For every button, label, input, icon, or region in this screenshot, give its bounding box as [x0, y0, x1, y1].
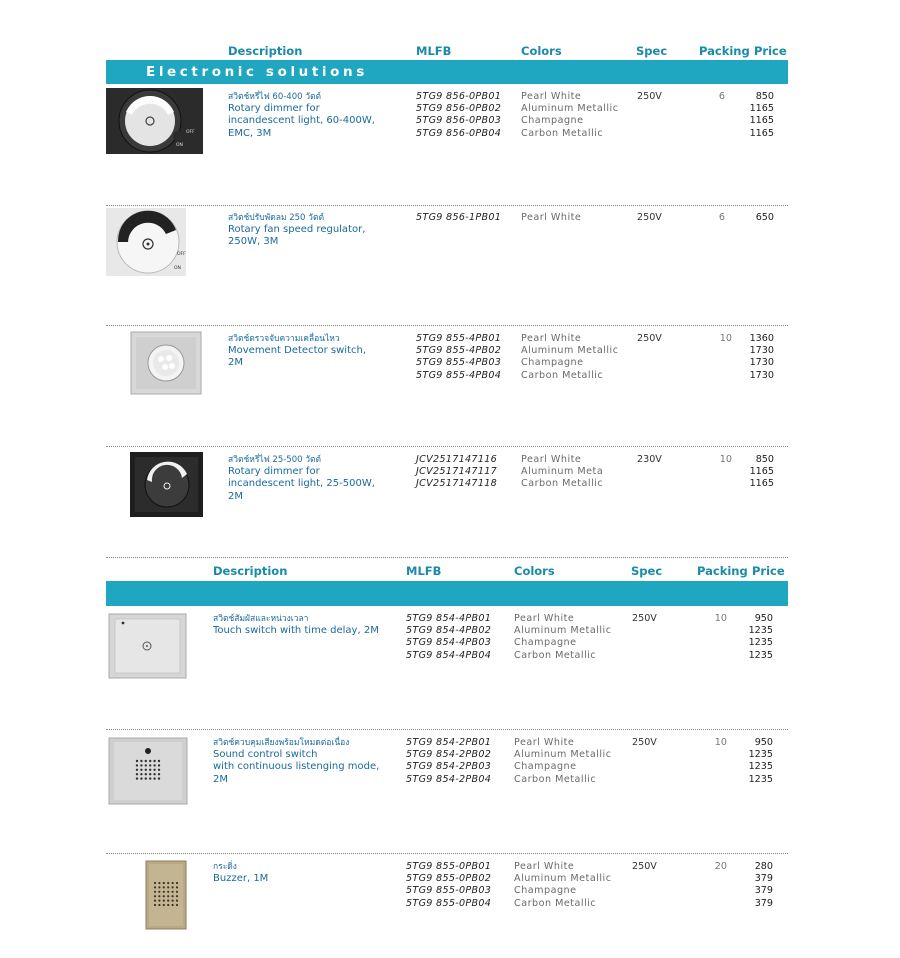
description-thai: สวิตช์สัมผัสและหน่วงเวลา: [213, 614, 309, 624]
header-packing: Packing: [699, 44, 750, 58]
mlfb-code: 5TG9 854-4PB01: [406, 613, 492, 624]
mlfb-code: 5TG9 854-2PB02: [406, 749, 492, 761]
grille-dot: [158, 777, 160, 779]
color-name: Pearl White: [521, 212, 582, 223]
grille-dot: [158, 900, 160, 902]
grille-dot: [145, 760, 147, 762]
mlfb-list: [406, 861, 491, 910]
grille-dot: [172, 882, 174, 884]
row-divider: [106, 325, 788, 326]
grille-dot: [176, 895, 178, 897]
grille-dot: [154, 900, 156, 902]
grille-dot: [163, 882, 165, 884]
row-divider: [106, 853, 788, 854]
color-name: Pearl White: [514, 613, 575, 624]
price-value: 1165: [749, 466, 774, 478]
grille-dot: [154, 886, 156, 888]
mlfb-code: 5TG9 854-2PB04: [406, 773, 492, 785]
mlfb-list: [416, 91, 501, 140]
color-name: Carbon Metallic: [521, 369, 604, 381]
header-mlfb: MLFB: [406, 564, 442, 578]
description-line: Touch switch with time delay, 2M: [213, 625, 379, 637]
price-value: 650: [755, 212, 774, 223]
product-description: [228, 212, 418, 249]
color-name: Champagne: [514, 637, 577, 649]
grille-dot: [158, 891, 160, 893]
color-name: Pearl White: [514, 737, 575, 748]
thumb-on-label: ON: [176, 143, 183, 148]
packing-value: 10: [714, 737, 727, 748]
color-name: Aluminum Metallic: [514, 749, 612, 761]
color-name: Champagne: [521, 115, 584, 127]
description-line: incandescent light, 25-500W,: [228, 478, 375, 490]
mlfb-code: 5TG9 855-4PB03: [416, 357, 502, 369]
grille-dot: [158, 760, 160, 762]
grille-dot: [163, 900, 165, 902]
sound-control-switch-icon: [108, 737, 188, 805]
price-list: [733, 613, 773, 662]
price-value: 850: [755, 454, 774, 465]
mlfb-code: 5TG9 856-0PB03: [416, 115, 502, 127]
price-value: 379: [754, 873, 773, 885]
color-name: Carbon Metallic: [521, 478, 604, 490]
header-spec: Spec: [631, 564, 663, 578]
grille-dot: [140, 760, 142, 762]
description-line: Rotary dimmer for: [228, 466, 320, 478]
thumb-on-label: ON: [174, 266, 181, 271]
price-list: [733, 737, 773, 786]
description-line: EMC, 3M: [228, 127, 272, 139]
color-list: [514, 613, 611, 662]
price-value: 850: [755, 91, 774, 102]
header-colors: Colors: [521, 44, 562, 58]
price-value: 1730: [749, 357, 774, 369]
mlfb-code: 5TG9 854-2PB01: [406, 737, 492, 748]
mlfb-code: 5TG9 855-0PB03: [406, 885, 492, 897]
grille-dot: [158, 764, 160, 766]
color-name: Carbon Metallic: [514, 649, 597, 661]
section-title: Electronic solutions: [146, 64, 368, 80]
color-name: Carbon Metallic: [521, 127, 604, 139]
mlfb-code: 5TG9 855-4PB01: [416, 333, 502, 344]
spec-value: 250V: [632, 737, 657, 748]
grille-dot: [140, 764, 142, 766]
mlfb-code: 5TG9 854-4PB04: [406, 649, 492, 661]
grille-dot: [153, 773, 155, 775]
header-colors: Colors: [514, 564, 555, 578]
description-line: Rotary dimmer for: [228, 103, 320, 115]
color-name: Pearl White: [521, 333, 582, 344]
packing-value: 10: [714, 613, 727, 624]
product-description: [228, 91, 418, 140]
grille-dot: [167, 882, 169, 884]
grille-dot: [153, 764, 155, 766]
description-thai: สวิตช์ปรับพัดลม 250 วัตต์: [228, 213, 324, 223]
grille-dot: [176, 900, 178, 902]
color-name: Aluminum Metallic: [521, 345, 619, 357]
buzzer-icon: [145, 860, 187, 930]
grille-dot: [140, 769, 142, 771]
grille-dot: [154, 891, 156, 893]
description-line: incandescent light, 60-400W,: [228, 115, 375, 127]
color-list: [514, 861, 611, 910]
header-spec: Spec: [636, 44, 668, 58]
grille-dot: [145, 773, 147, 775]
grille-dot: [153, 760, 155, 762]
description-thai: สวิตช์หรี่ไฟ 25-500 วัตต์: [228, 455, 322, 465]
grille-dot: [136, 773, 138, 775]
thumb-off-label: OFF: [177, 252, 186, 257]
section-band: [106, 581, 788, 606]
row-divider: [106, 205, 788, 206]
mlfb-code: 5TG9 856-0PB02: [416, 103, 502, 115]
spec-value: 250V: [632, 613, 657, 624]
color-name: Pearl White: [521, 454, 582, 465]
price-list: [734, 333, 774, 382]
mlfb-list: [406, 613, 491, 662]
description-line: Buzzer, 1M: [213, 873, 269, 885]
grille-dot: [136, 777, 138, 779]
grille-dot: [158, 895, 160, 897]
mlfb-list: [416, 212, 501, 224]
row-divider: [106, 446, 788, 447]
spec-value: 250V: [632, 861, 657, 872]
description-line: Rotary fan speed regulator,: [228, 224, 366, 236]
description-thai: สวิตช์ควบคุมเสียงพร้อมโหมดต่อเนื่อง: [213, 738, 350, 748]
mlfb-code: 5TG9 855-0PB01: [406, 861, 492, 872]
color-name: Aluminum Metallic: [521, 103, 619, 115]
grille-dot: [140, 777, 142, 779]
grille-dot: [149, 760, 151, 762]
price-value: 1360: [749, 333, 774, 344]
price-value: 280: [754, 861, 773, 872]
packing-value: 10: [719, 333, 732, 344]
grille-dot: [154, 882, 156, 884]
grille-dot: [145, 777, 147, 779]
header-mlfb: MLFB: [416, 44, 452, 58]
touch-switch-icon: [108, 613, 187, 679]
mlfb-code: 5TG9 855-0PB04: [406, 897, 492, 909]
grille-dot: [176, 904, 178, 906]
color-name: Aluminum Metallic: [514, 873, 612, 885]
description-thai: สวิตช์ตรวจจับความเคลื่อนไหว: [228, 334, 340, 344]
description-line: 250W, 3M: [228, 236, 279, 248]
price-value: 379: [754, 897, 773, 909]
product-description: [213, 613, 398, 637]
price-list: [734, 454, 774, 491]
color-name: Pearl White: [514, 861, 575, 872]
grille-dot: [167, 891, 169, 893]
packing-value: 6: [718, 91, 725, 102]
description-line: Sound control switch: [213, 749, 318, 761]
color-list: [521, 212, 581, 224]
color-list: [521, 91, 618, 140]
grille-dot: [153, 769, 155, 771]
grille-dot: [167, 886, 169, 888]
price-value: 1165: [749, 103, 774, 115]
description-line: 2M: [228, 490, 243, 502]
mlfb-code: 5TG9 855-4PB04: [416, 369, 502, 381]
mlfb-code: 5TG9 856-0PB01: [416, 91, 502, 102]
price-value: 1165: [749, 127, 774, 139]
header-description: Description: [213, 564, 288, 578]
thumb-off-label: OFF: [186, 130, 195, 135]
grille-dot: [167, 904, 169, 906]
rotary-dimmer-icon: [106, 88, 203, 154]
mlfb-code: JCV2517147118: [416, 478, 498, 490]
color-name: Champagne: [514, 885, 577, 897]
mlfb-code: 5TG9 855-0PB02: [406, 873, 492, 885]
grille-dot: [154, 895, 156, 897]
grille-dot: [145, 769, 147, 771]
color-list: [521, 454, 603, 491]
price-value: 950: [754, 613, 773, 624]
price-value: 1165: [749, 115, 774, 127]
grille-dot: [172, 895, 174, 897]
price-value: 1235: [748, 625, 773, 637]
grille-dot: [163, 891, 165, 893]
mlfb-list: [416, 454, 497, 491]
price-value: 1730: [749, 369, 774, 381]
description-line: with continuous listenging mode,: [213, 761, 380, 773]
grille-dot: [136, 769, 138, 771]
spec-value: 230V: [637, 454, 662, 465]
grille-dot: [149, 777, 151, 779]
grille-dot: [176, 891, 178, 893]
packing-value: 6: [718, 212, 725, 223]
grille-dot: [172, 904, 174, 906]
grille-dot: [167, 900, 169, 902]
section-divider: [106, 557, 788, 558]
price-value: 1730: [749, 345, 774, 357]
product-description: [213, 737, 398, 786]
grille-dot: [140, 773, 142, 775]
grille-dot: [154, 904, 156, 906]
description-thai: สวิตช์หรี่ไฟ 60-400 วัตต์: [228, 92, 322, 102]
grille-dot: [149, 773, 151, 775]
mlfb-code: 5TG9 856-1PB01: [416, 212, 502, 223]
grille-dot: [145, 764, 147, 766]
color-name: Aluminum Metallic: [514, 625, 612, 637]
mlfb-code: 5TG9 856-0PB04: [416, 127, 502, 139]
grille-dot: [136, 760, 138, 762]
spec-value: 250V: [637, 91, 662, 102]
color-name: Aluminum Meta: [521, 466, 604, 478]
color-list: [514, 737, 611, 786]
fan-speed-regulator-icon: [106, 208, 186, 276]
grille-dot: [172, 891, 174, 893]
price-list: [734, 91, 774, 140]
grille-dot: [158, 773, 160, 775]
grille-dot: [172, 900, 174, 902]
price-value: 1235: [748, 749, 773, 761]
spec-value: 250V: [637, 212, 662, 223]
mlfb-code: JCV2517147117: [416, 466, 498, 478]
description-line: 2M: [228, 357, 243, 369]
price-value: 1235: [748, 761, 773, 773]
grille-dot: [163, 886, 165, 888]
description-thai: กระดิ่ง: [213, 862, 237, 872]
price-value: 1165: [749, 478, 774, 490]
packing-value: 20: [714, 861, 727, 872]
price-value: 1235: [748, 649, 773, 661]
movement-detector-icon: [130, 331, 202, 395]
price-list: [734, 212, 774, 224]
color-name: Champagne: [514, 761, 577, 773]
grille-dot: [167, 895, 169, 897]
grille-dot: [163, 904, 165, 906]
row-divider: [106, 729, 788, 730]
grille-dot: [153, 777, 155, 779]
grille-dot: [149, 769, 151, 771]
header-description: Description: [228, 44, 303, 58]
mlfb-code: JCV2517147116: [416, 454, 498, 465]
price-list: [733, 861, 773, 910]
mlfb-list: [406, 737, 491, 786]
mlfb-code: 5TG9 854-2PB03: [406, 761, 492, 773]
color-name: Carbon Metallic: [514, 773, 597, 785]
color-name: Champagne: [521, 357, 584, 369]
product-description: [228, 333, 418, 370]
price-value: 1235: [748, 637, 773, 649]
color-name: Pearl White: [521, 91, 582, 102]
product-description: [228, 454, 418, 503]
grille-dot: [176, 882, 178, 884]
color-list: [521, 333, 618, 382]
description-line: 2M: [213, 773, 228, 785]
description-line: Movement Detector switch,: [228, 345, 367, 357]
price-value: 379: [754, 885, 773, 897]
mlfb-code: 5TG9 854-4PB03: [406, 637, 492, 649]
header-price: Price: [752, 564, 785, 578]
product-description: [213, 861, 398, 885]
grille-dot: [158, 769, 160, 771]
packing-value: 10: [719, 454, 732, 465]
header-packing: Packing: [697, 564, 748, 578]
grille-dot: [149, 764, 151, 766]
grille-dot: [158, 886, 160, 888]
mlfb-list: [416, 333, 501, 382]
grille-dot: [176, 886, 178, 888]
mlfb-code: 5TG9 854-4PB02: [406, 625, 492, 637]
grille-dot: [158, 904, 160, 906]
color-name: Carbon Metallic: [514, 897, 597, 909]
grille-dot: [158, 882, 160, 884]
grille-dot: [136, 764, 138, 766]
mlfb-code: 5TG9 855-4PB02: [416, 345, 502, 357]
rotary-dimmer-icon: [130, 452, 203, 517]
price-value: 1235: [748, 773, 773, 785]
price-value: 950: [754, 737, 773, 748]
header-price: Price: [754, 44, 787, 58]
grille-dot: [163, 895, 165, 897]
spec-value: 250V: [637, 333, 662, 344]
grille-dot: [172, 886, 174, 888]
